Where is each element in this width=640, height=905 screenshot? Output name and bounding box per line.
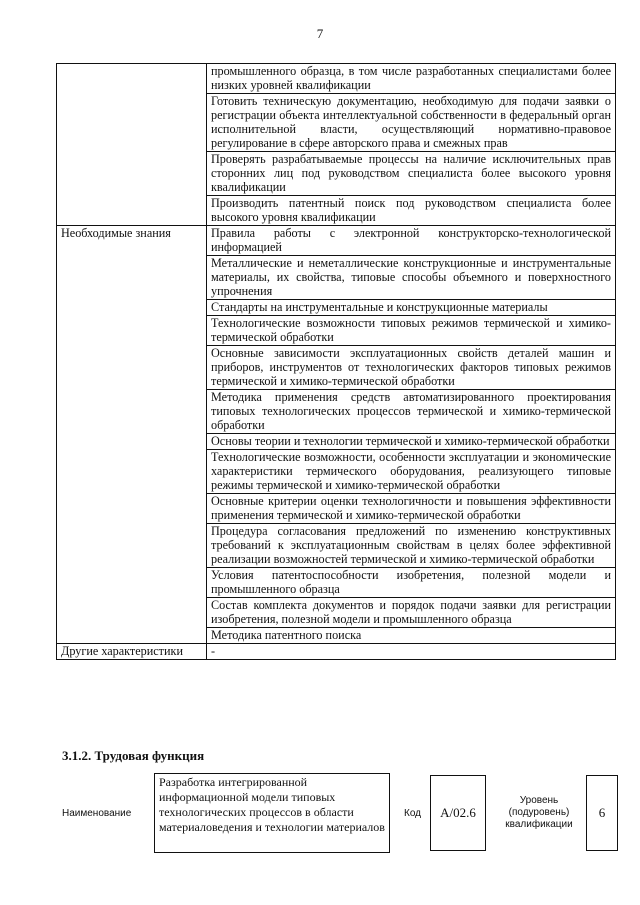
other-characteristics-label: Другие характеристики xyxy=(57,644,207,660)
table-cell: Производить патентный поиск под руководством специалиста более высокого уровня квалификации xyxy=(207,196,616,226)
other-characteristics-value: - xyxy=(207,644,616,660)
table-cell: Условия патентоспособности изобретения, полезной модели и промышленного образца xyxy=(207,568,616,598)
page-number: 7 xyxy=(316,26,324,41)
function-name-box: Разработка интегрированной информационной модели типовых технологических процессов в области материаловедения и технологии материалов xyxy=(154,773,390,853)
knowledge-label: Необходимые знания xyxy=(57,226,207,644)
level-value-box: 6 xyxy=(586,775,618,851)
table-cell: Металлические и неметаллические конструкционные и инструментальные материалы, их свойства, типовые способы объемного и поверхностного упрочнения xyxy=(207,256,616,300)
table-cell: Технологические возможности типовых режимов термической и химико-термической обработки xyxy=(207,316,616,346)
labor-actions-table xyxy=(56,63,616,660)
level-label: Уровень (подуровень) квалификации xyxy=(505,795,573,830)
table-cell: Стандарты на инструментальные и конструкционные материалы xyxy=(207,300,616,316)
section-heading: 3.1.2. Трудовая функция xyxy=(62,748,205,763)
table-cell: Проверять разрабатываемые процессы на наличие исключительных прав сторонних лиц под руководством специалиста более высокого уровня квалификации xyxy=(207,152,616,196)
table-cell: Готовить техническую документацию, необходимую для подачи заявки о регистрации объекта интеллектуальной собственности в федеральный орган исполнительной власти, осуществляющий нормативно-правовое регулирование в сфере авторского права и смежных прав xyxy=(207,94,616,152)
code-value-box: А/02.6 xyxy=(430,775,486,851)
table-row xyxy=(57,64,616,94)
table-label-cell-empty xyxy=(57,64,207,226)
name-label: Наименование xyxy=(62,808,132,819)
table-cell: Методика патентного поиска xyxy=(207,628,616,644)
table-row xyxy=(57,226,616,256)
table-cell: Методика применения средств автоматизированного проектирования типовых технологических процессов термической и химико-термической обработки xyxy=(207,390,616,434)
table-row xyxy=(57,644,616,660)
table-cell: Состав комплекта документов и порядок подачи заявки для регистрации изобретения, полезной модели и промышленного образца xyxy=(207,598,616,628)
table-cell: Процедура согласования предложений по изменению конструктивных требований к эксплуатационным свойствам в целях более эффективной реализации возможностей термической и химико-термической обработки xyxy=(207,524,616,568)
table-cell: Технологические возможности, особенности эксплуатации и экономические характеристики термического оборудования, реализующего типовые режимы термической и химико-термической обработки xyxy=(207,450,616,494)
table-cell: Основные зависимости эксплуатационных свойств деталей машин и приборов, инструментов от технологических факторов типовых режимов термической и химико-термической обработки xyxy=(207,346,616,390)
table-cell: промышленного образца, в том числе разработанных специалистами более низких уровней квалификации xyxy=(207,64,616,94)
table-cell: Основы теории и технологии термической и химико-термической обработки xyxy=(207,434,616,450)
table-cell: Правила работы с электронной конструкторско-технологической информацией xyxy=(207,226,616,256)
table-cell: Основные критерии оценки технологичности и повышения эффективности применения термической и химико-термической обработки xyxy=(207,494,616,524)
code-label: Код xyxy=(404,808,422,819)
